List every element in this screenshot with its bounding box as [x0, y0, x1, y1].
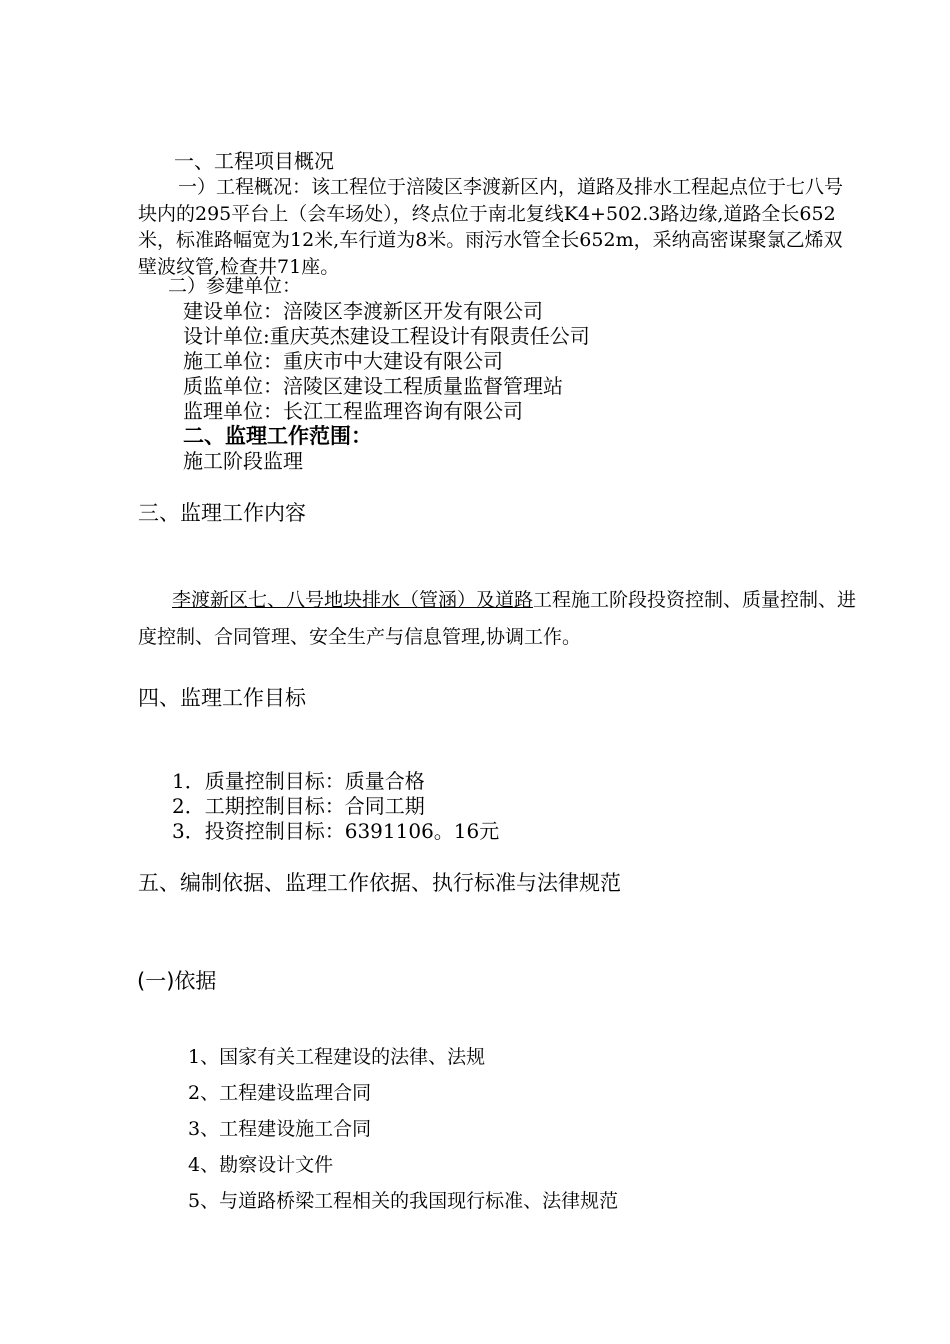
unit-quality-supervision: 质监单位：涪陵区建设工程质量监督管理站: [183, 374, 563, 398]
section5-title: 五、编制依据、监理工作依据、执行标准与法律规范: [138, 871, 621, 895]
overview-label: 一）: [178, 176, 217, 198]
section3-title: 三、监理工作内容: [138, 501, 306, 525]
basis-item: 4、勘察设计文件: [188, 1154, 334, 1176]
basis-item: 2、工程建设监理合同: [188, 1082, 372, 1104]
project-name-underlined: 李渡新区七、八号地块排水（管涵）及道路: [172, 589, 534, 611]
section4-title: 四、监理工作目标: [138, 686, 306, 710]
unit-construction: 建设单位：涪陵区李渡新区开发有限公司: [183, 299, 543, 323]
section2-text: 施工阶段监理: [183, 449, 303, 473]
goal-investment: 3．投资控制目标：6391106。16元: [172, 819, 500, 843]
basis-subtitle: (一)依据: [137, 969, 217, 993]
participants-label: 二）参建单位：: [168, 275, 302, 297]
section3-text: 工程施工阶段投资控制、质量控制、进度控制、合同管理、安全生产与信息管理,协调工作。: [138, 589, 857, 648]
unit-builder: 施工单位：重庆市中大建设有限公司: [183, 349, 503, 373]
section1-title: 一、工程项目概况: [174, 149, 334, 173]
goal-schedule: 2．工期控制目标：合同工期: [172, 794, 425, 818]
unit-design: 设计单位:重庆英杰建设工程设计有限责任公司: [183, 324, 590, 348]
project-overview-paragraph: [138, 174, 858, 280]
section3-paragraph: [138, 582, 858, 656]
basis-item: 3、工程建设施工合同: [188, 1118, 372, 1140]
section2-title: 二、监理工作范围：: [183, 424, 372, 448]
overview-text: 工程概况：该工程位于涪陵区李渡新区内，道路及排水工程起点位于七八号块内的295平台上（会车场处），终点位于南北复线K4+502.3路边缘,道路全长652米，标准路幅宽为12米,车行道为8米。雨污水管全长652m，采纳高密谋聚氯乙烯双壁波纹管,检查井71座。: [138, 176, 844, 278]
basis-item: 1、国家有关工程建设的法律、法规: [188, 1046, 486, 1068]
basis-item: 5、与道路桥梁工程相关的我国现行标准、法律规范: [188, 1190, 619, 1212]
unit-supervision: 监理单位：长江工程监理咨询有限公司: [183, 399, 523, 423]
goal-quality: 1．质量控制目标：质量合格: [172, 769, 425, 793]
